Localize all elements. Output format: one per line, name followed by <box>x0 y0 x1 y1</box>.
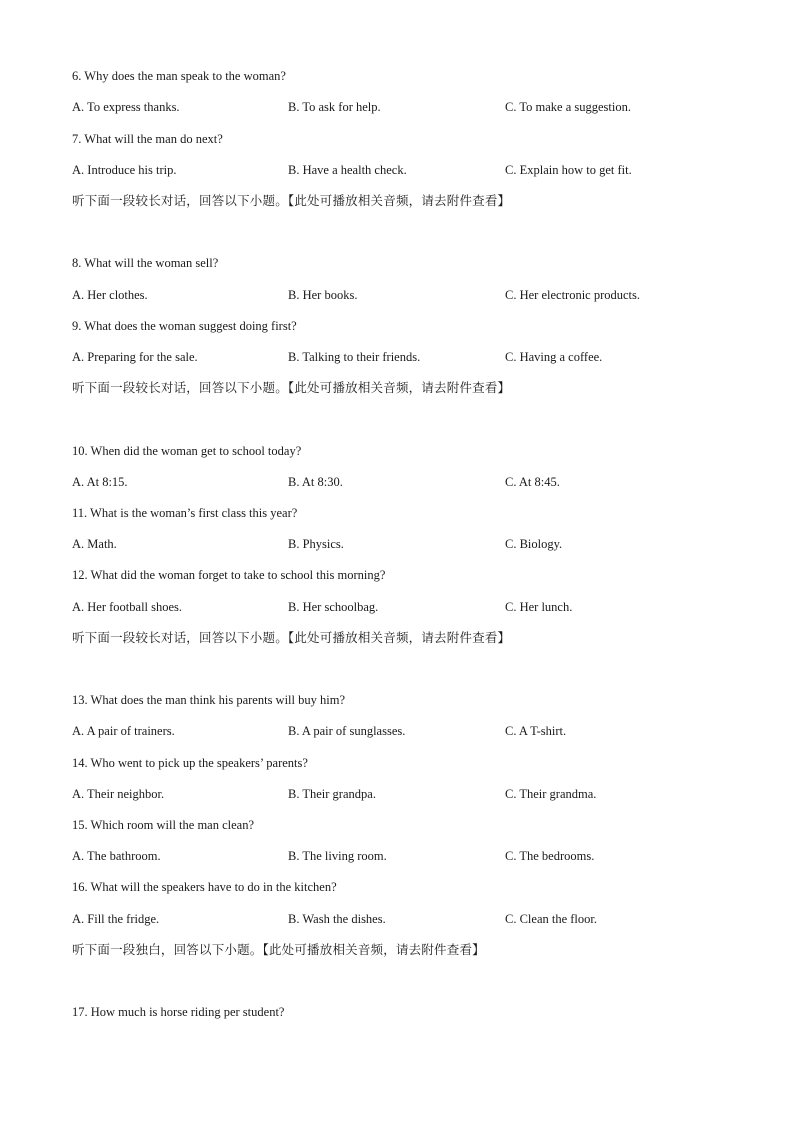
option-c: C. Explain how to get fit. <box>505 163 632 177</box>
options-16 <box>72 911 722 927</box>
options-14 <box>72 786 722 802</box>
option-b: B. At 8:30. <box>288 475 343 489</box>
option-a: A. Fill the fridge. <box>72 912 160 926</box>
option-a: A. Their neighbor. <box>72 787 165 801</box>
option-a: A. The bathroom. <box>72 849 161 863</box>
option-c: C. Having a coffee. <box>505 350 603 364</box>
question-11: 11. What is the woman’s first class this year? <box>72 506 298 520</box>
options-7 <box>72 162 722 178</box>
section-instruction: 听下面一段较长对话，回答以下小题。【此处可播放相关音频，请去附件查看】 <box>72 380 511 395</box>
option-a: A. Preparing for the sale. <box>72 350 198 364</box>
option-a: A. Her clothes. <box>72 288 148 302</box>
options-9 <box>72 349 722 365</box>
option-c: C. Biology. <box>505 537 563 551</box>
option-b: B. Have a health check. <box>288 163 407 177</box>
section-instruction: 听下面一段独白，回答以下小题。【此处可播放相关音频，请去附件查看】 <box>72 942 485 957</box>
options-6 <box>72 99 722 115</box>
option-c: C. Clean the floor. <box>505 912 597 926</box>
options-12 <box>72 599 722 615</box>
option-a: A. Introduce his trip. <box>72 163 177 177</box>
option-c: C. Her electronic products. <box>505 288 641 302</box>
option-c: C. To make a suggestion. <box>505 100 631 114</box>
option-a: A. To express thanks. <box>72 100 180 114</box>
question-6: 6. Why does the man speak to the woman? <box>72 69 286 83</box>
option-b: B. Her books. <box>288 288 358 302</box>
question-12: 12. What did the woman forget to take to school this morning? <box>72 568 386 582</box>
question-17: 17. How much is horse riding per student? <box>72 1005 285 1019</box>
option-b: B. The living room. <box>288 849 387 863</box>
option-c: C. A T-shirt. <box>505 724 567 738</box>
options-13 <box>72 723 722 739</box>
question-13: 13. What does the man think his parents will buy him? <box>72 693 345 707</box>
option-a: A. Her football shoes. <box>72 600 183 614</box>
option-c: C. Their grandma. <box>505 787 597 801</box>
options-8 <box>72 287 722 303</box>
option-a: A. Math. <box>72 537 117 551</box>
question-8: 8. What will the woman sell? <box>72 256 219 270</box>
option-b: B. A pair of sunglasses. <box>288 724 406 738</box>
option-b: B. Wash the dishes. <box>288 912 386 926</box>
option-c: C. Her lunch. <box>505 600 573 614</box>
option-b: B. Her schoolbag. <box>288 600 379 614</box>
option-b: B. Their grandpa. <box>288 787 376 801</box>
option-a: A. A pair of trainers. <box>72 724 175 738</box>
question-15: 15. Which room will the man clean? <box>72 818 255 832</box>
option-c: C. The bedrooms. <box>505 849 595 863</box>
question-7: 7. What will the man do next? <box>72 132 223 146</box>
options-10 <box>72 474 722 490</box>
question-9: 9. What does the woman suggest doing first? <box>72 319 297 333</box>
question-14: 14. Who went to pick up the speakers’ parents? <box>72 756 308 770</box>
options-11 <box>72 536 722 552</box>
option-b: B. To ask for help. <box>288 100 381 114</box>
section-instruction: 听下面一段较长对话，回答以下小题。【此处可播放相关音频，请去附件查看】 <box>72 630 511 645</box>
question-16: 16. What will the speakers have to do in the kitchen? <box>72 880 337 894</box>
option-c: C. At 8:45. <box>505 475 560 489</box>
option-b: B. Physics. <box>288 537 344 551</box>
question-10: 10. When did the woman get to school today? <box>72 444 302 458</box>
option-a: A. At 8:15. <box>72 475 128 489</box>
options-15 <box>72 848 722 864</box>
section-instruction: 听下面一段较长对话，回答以下小题。【此处可播放相关音频，请去附件查看】 <box>72 193 511 208</box>
option-b: B. Talking to their friends. <box>288 350 421 364</box>
